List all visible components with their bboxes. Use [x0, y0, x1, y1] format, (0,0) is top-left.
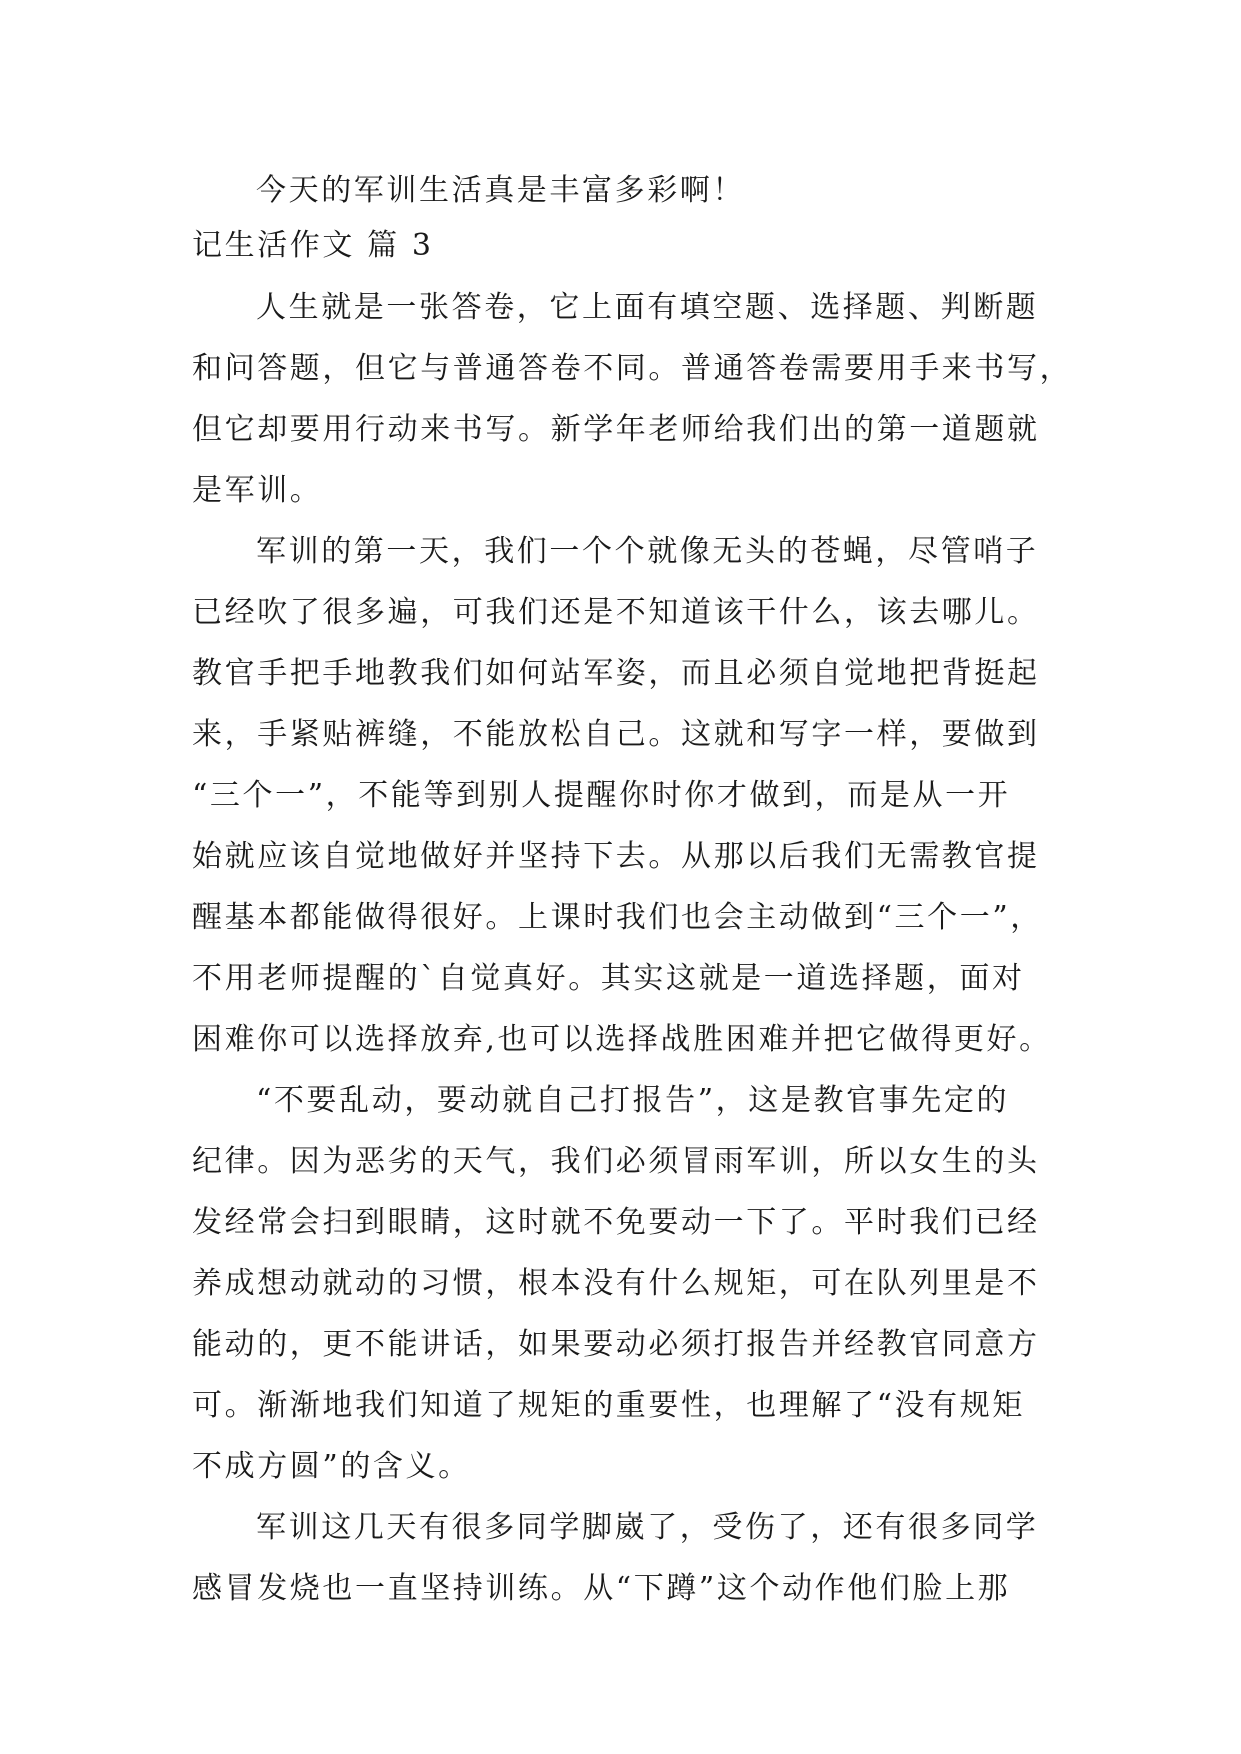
paragraph-line: 已经吹了很多遍，可我们还是不知道该干什么，该去哪儿。 — [192, 595, 1040, 630]
paragraph-line: 始就应该自觉地做好并坚持下去。从那以后我们无需教官提 — [192, 839, 1040, 874]
paragraph-line: 军训这几天有很多同学脚崴了，受伤了，还有很多同学 — [256, 1510, 1039, 1545]
paragraph-line: 困难你可以选择放弃,也可以选择战胜困难并把它做得更好。 — [192, 1022, 1052, 1057]
paragraph-line: 军训的第一天，我们一个个就像无头的苍蝇，尽管哨子 — [256, 534, 1039, 569]
paragraph-line: 纪律。因为恶劣的天气，我们必须冒雨军训，所以女生的头 — [192, 1144, 1040, 1179]
paragraph-line: 是军训。 — [192, 473, 323, 508]
paragraph-line: 来，手紧贴裤缝，不能放松自己。这就和写字一样，要做到 — [192, 717, 1040, 752]
section-title: 记生活作文 篇 3 — [192, 228, 434, 263]
paragraph-line: 和问答题，但它与普通答卷不同。普通答卷需要用手来书写， — [192, 351, 1073, 386]
paragraph-line: 发经常会扫到眼睛，这时就不免要动一下了。平时我们已经 — [192, 1205, 1040, 1240]
paragraph-line: 不用老师提醒的`自觉真好。其实这就是一道选择题，面对 — [192, 961, 1025, 996]
paragraph-line: 不成方圆”的含义。 — [192, 1449, 471, 1484]
paragraph-line: 能动的，更不能讲话，如果要动必须打报告并经教官同意方 — [192, 1327, 1040, 1362]
paragraph-line: 感冒发烧也一直坚持训练。从“下蹲”这个动作他们脸上那 — [192, 1571, 1011, 1606]
paragraph-line: 教官手把手地教我们如何站军姿，而且必须自觉地把背挺起 — [192, 656, 1040, 691]
paragraph-line: “三个一”，不能等到别人提醒你时你才做到，而是从一开 — [192, 778, 1011, 813]
paragraph-line: 醒基本都能做得很好。上课时我们也会主动做到“三个一”， — [192, 900, 1043, 935]
paragraph-line: 养成想动就动的习惯，根本没有什么规矩，可在队列里是不 — [192, 1266, 1040, 1301]
paragraph-line: “不要乱动，要动就自己打报告”，这是教官事先定的 — [256, 1083, 1010, 1118]
paragraph-line: 但它却要用行动来书写。新学年老师给我们出的第一道题就 — [192, 412, 1040, 447]
paragraph-line: 人生就是一张答卷，它上面有填空题、选择题、判断题 — [256, 290, 1039, 325]
document-body — [192, 160, 1073, 1619]
paragraph-line: 可。渐渐地我们知道了规矩的重要性，也理解了“没有规矩 — [192, 1388, 1025, 1423]
paragraph-line: 今天的军训生活真是丰富多彩啊！ — [256, 173, 745, 208]
